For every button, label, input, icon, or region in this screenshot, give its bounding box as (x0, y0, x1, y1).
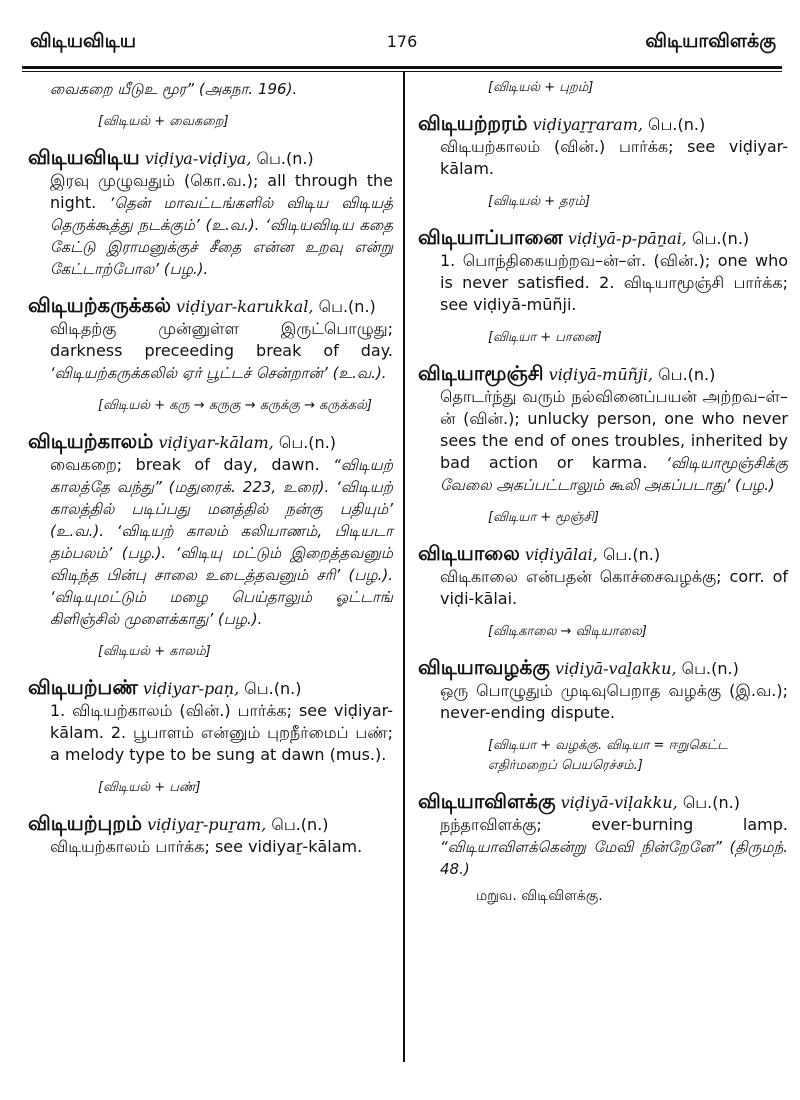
definition: இரவு முழுவதும் (கொ.வ.); all through the night. (50, 171, 393, 212)
dictionary-entry (418, 656, 788, 724)
citation: “விடியாவிளக்கென்று மேவி நின்றேனே” (திருமந். 48.) (440, 838, 788, 878)
etymology: [விடியா + வழக்கு. விடியா = ஈறுகெட்ட எதிர்மறைப் பெயரெச்சம்.] (488, 738, 728, 773)
page-header (22, 30, 782, 60)
definition: வைகறை; break of day, dawn. (50, 455, 320, 474)
citation: ‘விடியற்கருக்கலில் ஏர் பூட்டச் சென்றான்’ (உ.வ.). (50, 364, 387, 382)
transliteration: viḍiyar-kālam, (158, 433, 274, 452)
headword: விடியாவிளக்கு (418, 789, 556, 813)
citation: ‘விடியாமூஞ்சிக்கு வேலை அகப்பட்டாலும் கூலி அகப்படாது’ (பழ.) (440, 454, 788, 494)
header-left-word: விடியவிடிய (30, 30, 137, 52)
header-right-word: விடியாவிளக்கு (645, 30, 776, 52)
part-of-speech: பெ.(n.) (658, 365, 716, 384)
headword: விடியாமூஞ்சி (418, 361, 544, 385)
transliteration: viḍiyar-paṇ, (142, 679, 240, 698)
transliteration: viḍiyar-karukkal, (176, 297, 314, 316)
etymology: [விடியல் + தரம்] (488, 194, 591, 209)
page-number: 176 (386, 32, 418, 51)
dictionary-entry (28, 430, 393, 630)
dictionary-entry (28, 294, 393, 384)
definition: 1. பொந்திகையற்றவ–ன்–ள். (வின்.); one who is never satisfied. 2. விடியாமூஞ்சி பார்க்க; see viḍiyā-mūñji. (440, 251, 788, 314)
continued-quote: வைகறை யீடுஉ மூர” (அகநா. 196). (50, 80, 298, 98)
citation: ‘தென் மாவட்டங்களில் விடிய விடியத் தெருக்கூத்து நடக்கும்’ (உ.வ.). ‘விடியவிடிய கதை கேட்டு இராமனுக்குச் சீதை என்ன உறவு என்று கேட்டாற்போல’ (பழ.). (50, 194, 393, 278)
dictionary-entry (28, 146, 393, 280)
definition: ஒரு பொழுதும் முடிவுபெறாத வழக்கு (இ.வ.); never-ending dispute. (440, 681, 788, 722)
headword: விடியற்பண் (28, 675, 138, 699)
definition: 1. விடியற்காலம் (வின்.) பார்க்க; see viḍiyar-kālam. 2. பூபாளம் என்னும் புறநீர்மைப் பண்; a melody type to be sung at dawn (mus.). (50, 701, 393, 764)
synonym-note: மறுவ. விடிவிளக்கு. (476, 888, 603, 904)
definition: விடியற்காலம் பார்க்க; see vidiyaṟ-kālam. (50, 837, 363, 856)
transliteration: viḍiyā-viḷakku, (560, 793, 678, 812)
transliteration: viḍiyaṟ-puṟam, (147, 815, 267, 834)
transliteration: viḍiyā-mūñji, (548, 365, 654, 384)
etymology: [விடியல் + புறம்] (488, 80, 594, 95)
etymology: [விடியா + பானை] (488, 330, 602, 345)
etymology: [விடியல் + வைகறை] (98, 114, 229, 129)
transliteration: viḍiyaṟṟaram, (532, 115, 643, 134)
right-column (418, 78, 788, 906)
part-of-speech: பெ.(n.) (682, 793, 740, 812)
left-column (28, 78, 393, 858)
definition: தொடர்ந்து வரும் நல்வினைப்பயன் அற்றவ–ள்–ன் (வின்.); unlucky person, one who never sees the end of ones troubles, inherited by bad action or karma. (440, 387, 788, 472)
citation: “விடியற் காலத்தே வந்து” (மதுரைக். 223, உரை). ‘விடியற் காலத்தில் படிப்பது மனத்தில் நன்கு பதியும்’ (உ.வ.). ‘விடியற் காலம் கலியாணம், பிடியடா தம்பலம்’ (பழ.). ‘விடியு மட்டும் இறைத்தவனும் விடிந்த பின்பு சாலை உடைத்தவனும் சரி’ (பழ.). ‘விடியுமட்டும் மழை பெய்தாலும் ஓட்டாங் கிளிஞ்சில் முளைக்காது’ (பழ.). (50, 456, 393, 628)
column-divider (403, 72, 405, 1062)
headword: விடியாப்பானை (418, 225, 563, 249)
etymology: [விடியல் + கரு → கருகு → கருக்கு → கருக்கல்] (98, 398, 372, 413)
etymology: [விடிகாலை → விடியாலை] (488, 624, 647, 639)
transliteration: viḍiyā-vaḻakku, (555, 659, 677, 678)
headword: விடியற்புறம் (28, 811, 143, 835)
header-rule (22, 66, 782, 69)
definition: விடியற்காலம் (வின்.) பார்க்க; see viḍiyar-kālam. (440, 137, 788, 178)
definition: நந்தாவிளக்கு; ever-burning lamp. (440, 815, 788, 834)
part-of-speech: பெ.(n.) (648, 115, 706, 134)
dictionary-entry (418, 362, 788, 496)
headword: விடியற்றரம் (418, 111, 528, 135)
part-of-speech: பெ.(n.) (318, 297, 376, 316)
part-of-speech: பெ.(n.) (602, 545, 661, 564)
part-of-speech: பெ.(n.) (256, 149, 314, 168)
part-of-speech: பெ.(n.) (681, 659, 739, 678)
headword: விடியற்கருக்கல் (28, 293, 171, 317)
part-of-speech: பெ.(n.) (244, 679, 302, 698)
etymology: [விடியா + மூஞ்சி] (488, 510, 599, 525)
headword: விடியற்காலம் (28, 429, 154, 453)
headword: விடியாவழக்கு (418, 655, 550, 679)
etymology: [விடியல் + காலம்] (98, 644, 211, 659)
part-of-speech: பெ.(n.) (691, 229, 750, 248)
dictionary-entry (418, 790, 788, 880)
dictionary-entry (28, 812, 393, 858)
transliteration: viḍiya-viḍiya, (144, 149, 252, 168)
transliteration: viḍiyā-p-pāṉai, (567, 229, 687, 248)
dictionary-entry (418, 112, 788, 180)
part-of-speech: பெ.(n.) (271, 815, 329, 834)
part-of-speech: பெ.(n.) (278, 433, 337, 452)
etymology: [விடியல் + பண்] (98, 780, 201, 795)
dictionary-entry (418, 226, 788, 316)
dictionary-entry (418, 542, 788, 610)
headword: விடியாலை (418, 541, 520, 565)
transliteration: viḍiyālai, (524, 545, 598, 564)
header-rule-thin (22, 71, 782, 72)
headword: விடியவிடிய (28, 145, 140, 169)
definition: விடிகாலை என்பதன் கொச்சைவழக்கு; corr. of viḍi-kālai. (440, 567, 788, 608)
dictionary-entry (28, 676, 393, 766)
definition: விடிதற்கு முன்னுள்ள இருட்பொழுது; darkness preceeding break of day. (50, 319, 393, 360)
